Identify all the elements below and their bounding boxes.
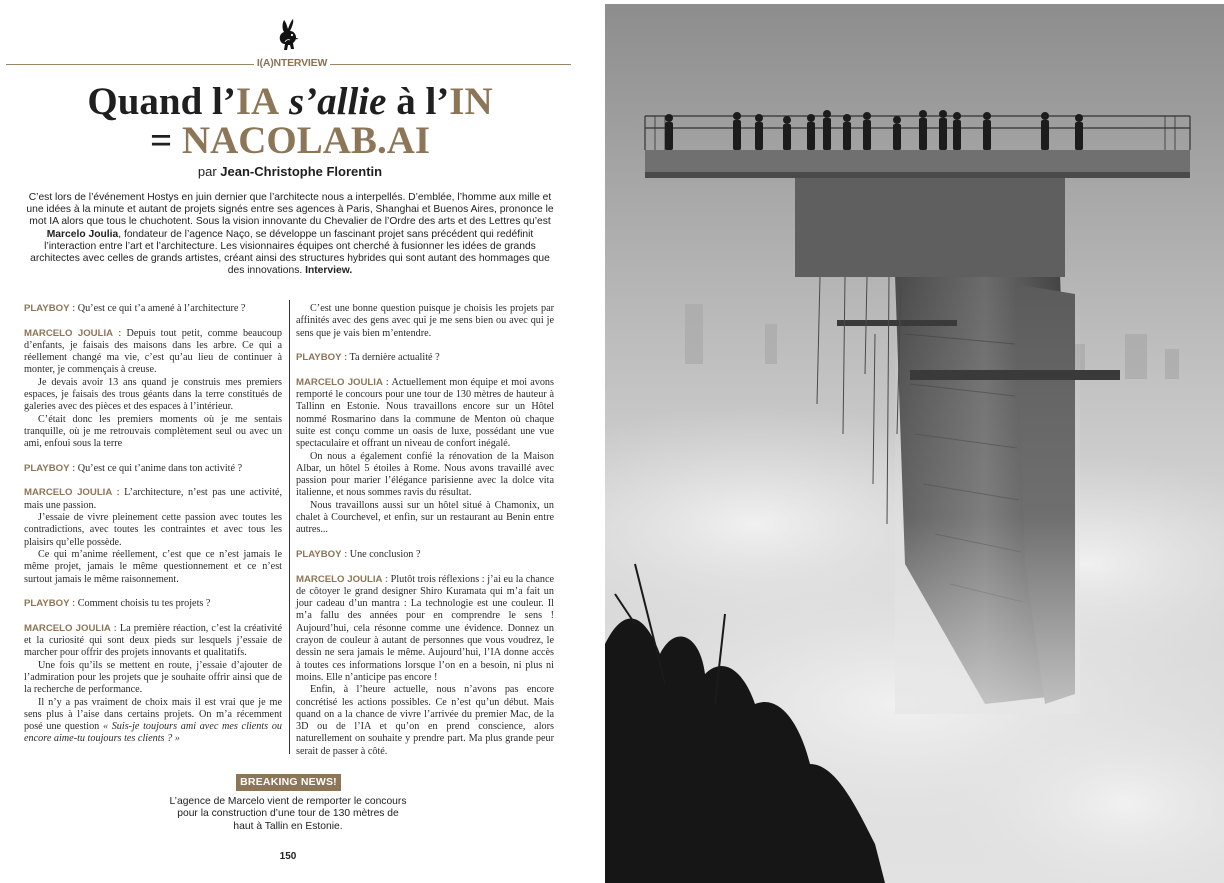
question-text: Comment choisis tu tes projets ?	[75, 598, 211, 610]
breaking-news-text: L’agence de Marcelo vient de remporter le concours pour la construction d’une tour de 130 mètres de haut à Tallin en Estonie.	[169, 796, 407, 832]
answer-text: La première réaction, c’est la créativité et la curiosité qui sont deux pieds sur lesquels j’essaie de marcher pour offrir des projets innovants et qualitatifs.	[24, 622, 282, 659]
headline-part: Quand l’	[87, 80, 236, 123]
page-number: 150	[279, 851, 297, 862]
question-text: Ta dernière actualité ?	[347, 352, 440, 364]
answer	[296, 574, 554, 685]
answer-paragraph: C’était donc les premiers moments où je me sentais tranquille, où je me retrouvais complètement seul ou avec un ami, enfoui sous la terre	[24, 413, 282, 450]
answer-text: Plutôt trois réflexions : j’ai eu la chance de côtoyer le grand designer Shiro Kuramata qui m’a fait un jour cadeau d’un mantra : La technologie est une couleur. Il m’a fallu des années pour en comprendre le sens ! Aujourd’hui, cela résonne comme une évidence. Donnez un crayon de couleur à autant de personnes que vous voudrez, le dessin ne sera jamais le même. Aujourd’hui, l’IA donne accès à toutes ces informations lorsque l’on en a besoin, ni plus ni moins. Elle n’anticipe pas encore !	[296, 573, 554, 683]
speaker-interviewee: MARCELO JOULIA :	[296, 573, 389, 585]
column-divider	[289, 300, 290, 754]
intro-text: , fondateur de l’agence Naço, se développe un fascinant projet sans précédent qui redéfinit l’interaction entre l’art et l’architecture. Les visionnaires équipes ont cherché à fusionner les idées de grands architectes avec celles de grands artistes, créant ainsi des structures hybrides qui sont autant des hommages que des innovations.	[30, 228, 550, 277]
answer-quote: « Suis-je toujours ami avec mes clients ou encore aime-tu toujours tes clients ? »	[24, 721, 283, 745]
answer-text: Actuellement mon équipe et moi avons remporté le concours pour une tour de 130 mètres de hauteur à Tallinn en Estonie. Nous travaillons encore sur un Hôtel nommé Rosmarino dans la commune de Menton où chaque suite est conçu comme un oasis de luxe, possédant une vue spectaculaire et offrant un niveau de confort inégalé.	[296, 376, 554, 450]
answer-paragraph: Nous travaillons aussi sur un hôtel situé à Chamonix, un chalet à Courchevel, et enfin, sur un restaurant au Benin entre autres...	[296, 499, 554, 536]
speaker-interviewee: MARCELO JOULIA :	[24, 327, 122, 339]
speaker-interviewee: MARCELO JOULIA :	[296, 376, 389, 388]
article-column-1	[24, 303, 282, 746]
answer-text: L’architecture, n’est pas une activité, mais une passion.	[24, 487, 282, 511]
headline-part-in: IN	[449, 80, 493, 123]
question-text: Une conclusion ?	[347, 548, 421, 560]
section-rule-left	[6, 64, 254, 65]
intro-end: Interview.	[305, 265, 353, 277]
headline-part-ia: IA	[235, 80, 280, 123]
speaker-interviewee: MARCELO JOULIA :	[24, 622, 117, 634]
answer-paragraph: Enfin, à l’heure actuelle, nous n’avons pas encore concrétisé les actions possibles. Ce n’est qu’un début. Mais quand on a la chance de vivre l’arrivée du premier Mac, de la 3D ou de l’IA et qu’on en prend conscience, alors naturellement on souhaite y prendre part. Ma plus grande peur serait de passer à côté.	[296, 684, 554, 757]
byline-author: Jean-Christophe Florentin	[220, 164, 383, 179]
intro-name: Marcelo Joulia	[46, 228, 119, 240]
question	[24, 303, 282, 315]
section-rule-right	[330, 64, 571, 65]
headline-line-2	[0, 121, 580, 161]
answer-paragraph: On nous a également confié la rénovation de la Maison Albar, un hôtel 5 étoiles à Rome. Nous avons travaillé avec passion pour marier l’élégance parisienne avec la dolce vita italienne, et nous sommes ravis du résultat.	[296, 450, 554, 499]
speaker-interviewee: MARCELO JOULIA :	[24, 487, 120, 499]
headline-line-1	[0, 82, 580, 122]
byline	[0, 164, 580, 179]
answer-text: Depuis tout petit, comme beaucoup d’enfants, je faisais des maisons dans les arbre. Ce qui a réellement changé ma vie, c’est qu’au lieu de continuer à monter, je commençais à creuse.	[24, 327, 282, 376]
answer	[24, 623, 282, 660]
headline-part: à l’	[386, 80, 450, 123]
speaker-interviewer: PLAYBOY :	[24, 303, 76, 314]
question-text: Qu’est ce qui t’anime dans ton activité ?	[75, 462, 243, 474]
answer	[296, 377, 554, 451]
headline-part-nacolab: NACOLAB.AI	[181, 119, 431, 162]
bunny-logo-icon	[276, 18, 300, 52]
intro-paragraph	[22, 192, 558, 277]
answer-paragraph: Une fois qu’ils se mettent en route, j’essaie d’ajouter de l’admiration pour les projets que je souhaite offrir ainsi que de la recherche de performance.	[24, 659, 282, 696]
answer-paragraph: C’est une bonne question puisque je choisis les projets par affinités avec des gens avec qui je me sens bien ou avec qui je sens que je vais bien m’entendre.	[296, 303, 554, 339]
headline-part-allie: s’allie	[279, 80, 387, 123]
speaker-interviewer: PLAYBOY :	[24, 462, 76, 474]
headline-part: =	[149, 119, 182, 162]
magazine-page-left	[0, 0, 590, 883]
answer-text: Il n’y a pas vraiment de choix mais il est vrai que je me sens plus à l’aise dans certains projets. On m’a récemment posé une question	[24, 696, 282, 733]
question-text: Qu’est ce qui t’a amené à l’architecture ?	[75, 303, 246, 314]
answer-paragraph: Ce qui m’anime réellement, c’est que ce n’est jamais le même projet, jamais le même questionnement et ce n’est surtout jamais le même raisonnement.	[24, 548, 282, 585]
question	[296, 549, 554, 561]
question	[24, 598, 282, 610]
answer-paragraph: Je devais avoir 13 ans quand je construis mes premiers espaces, je faisais des trous géants dans la terre constitués de galeries avec des pièces et des espaces à l’intérieur.	[24, 376, 282, 413]
question	[24, 463, 282, 475]
answer	[24, 328, 282, 377]
answer-paragraph	[24, 697, 282, 746]
skyscraper-in-fog-photo	[605, 4, 1224, 883]
question	[296, 352, 554, 364]
speaker-interviewer: PLAYBOY :	[296, 548, 348, 560]
section-label: I(A)NTERVIEW	[256, 57, 328, 69]
breaking-news-badge: BREAKING NEWS!	[236, 774, 341, 791]
speaker-interviewer: PLAYBOY :	[24, 598, 76, 610]
speaker-interviewer: PLAYBOY :	[296, 352, 348, 364]
intro-text: C’est lors de l’événement Hostys en juin dernier que l’architecte nous a interpellés. D’emblée, l’homme aux mille et une idées à la minute et autant de projets signés entre ses agences à Paris, Shanghai et Buenos Aires, prononce le mot IA alors que tous le chuchotent. Sous la vision innovante du Chevalier de l’Ordre des arts et des Lettres qu’est	[26, 192, 554, 228]
answer-paragraph: J’essaie de vivre pleinement cette passion avec toutes les contradictions, avec toutes les contraintes et avec tous les plaisirs qu’elle possède.	[24, 512, 282, 548]
byline-prefix: par	[197, 164, 221, 179]
answer	[24, 487, 282, 512]
photo-illustration	[605, 4, 1224, 883]
article-column-2	[296, 303, 554, 758]
